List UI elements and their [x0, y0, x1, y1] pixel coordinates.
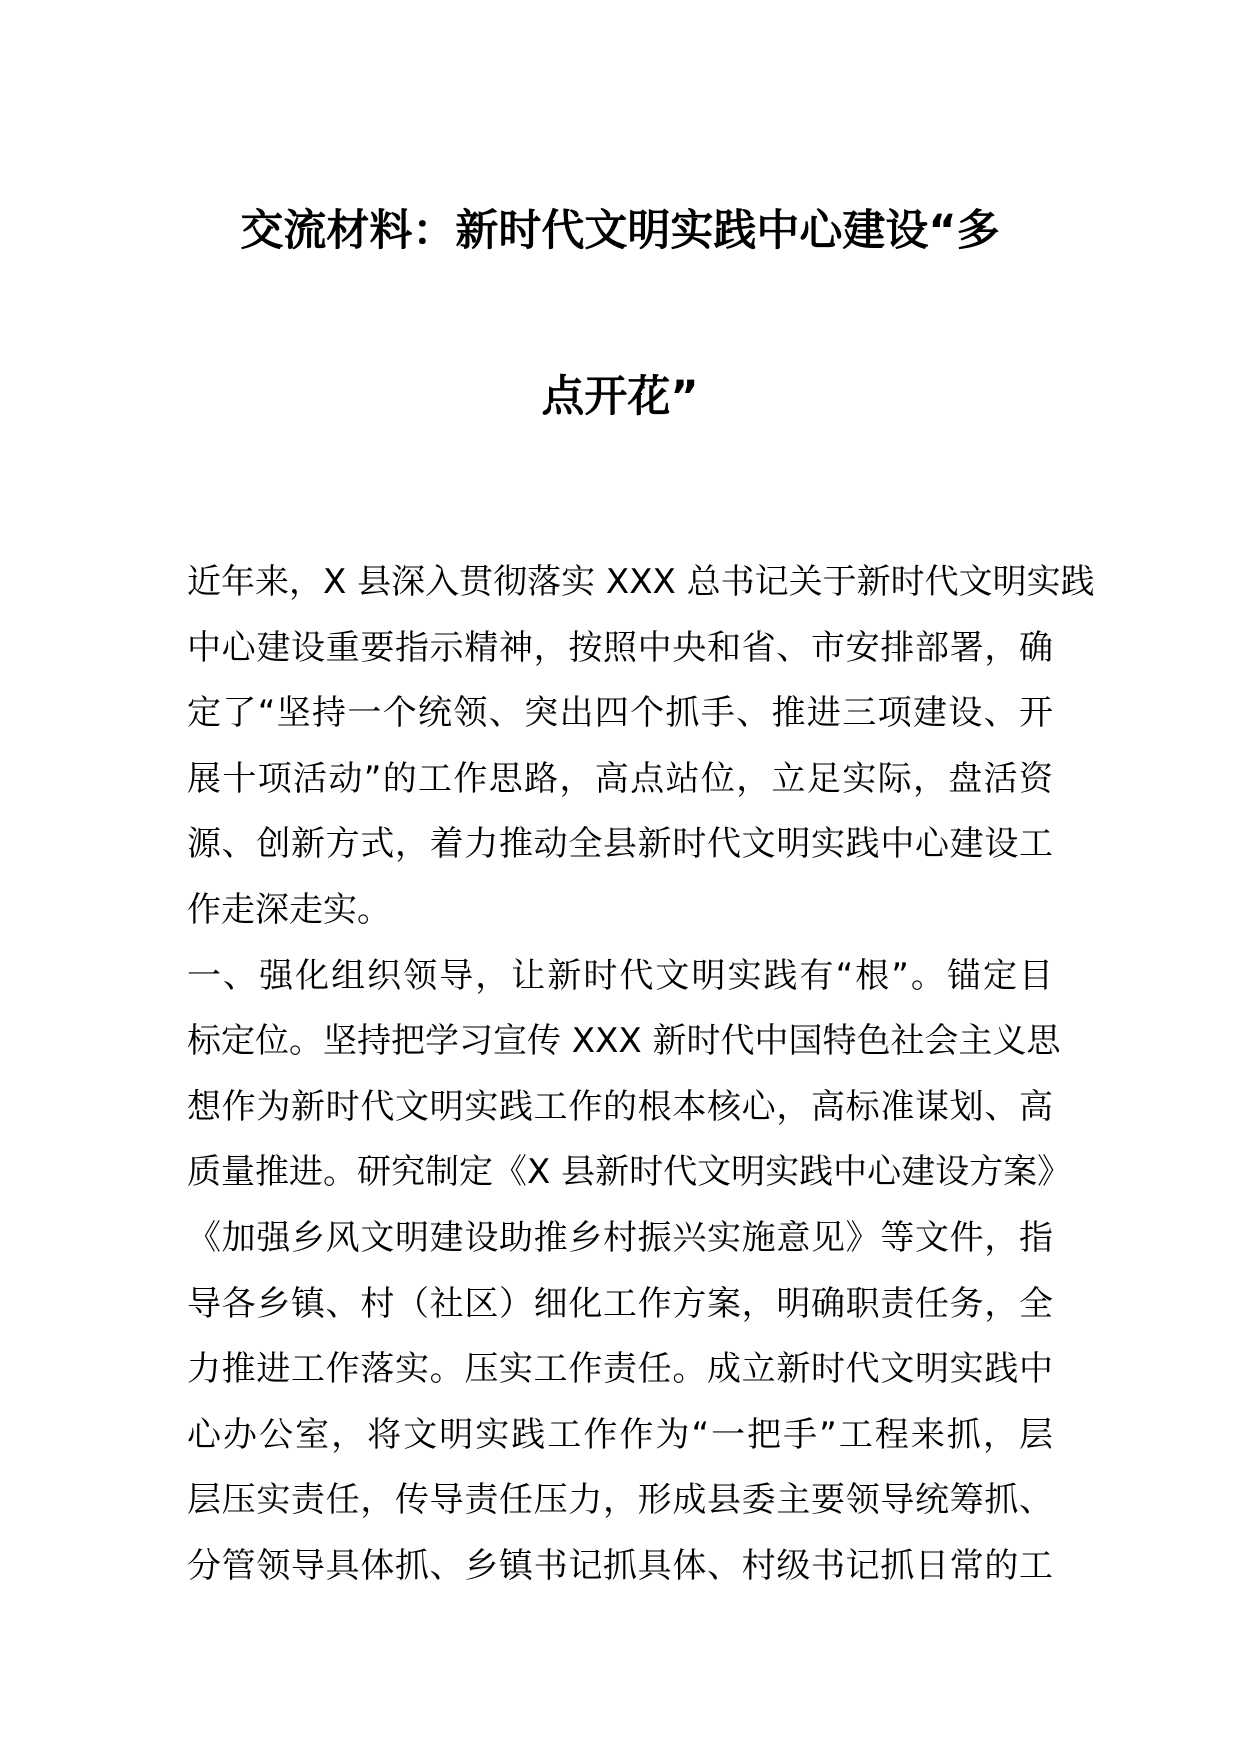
body-line: 展十项活动”的工作思路，高点站位，立足实际，盘活资	[187, 758, 1053, 799]
body-line: 作走深走实。	[187, 889, 391, 930]
body-line: 《加强乡风文明建设助推乡村振兴实施意见》等文件，指	[187, 1217, 1053, 1258]
body-line: 心办公室，将文明实践工作作为“一把手”工程来抓，层	[187, 1414, 1053, 1455]
body-line: 层压实责任，传导责任压力，形成县委主要领导统筹抓、	[187, 1480, 1053, 1521]
body-line: 想作为新时代文明实践工作的根本核心，高标准谋划、高	[187, 1086, 1053, 1127]
body-line: 定了“坚持一个统领、突出四个抓手、推进三项建设、开	[187, 693, 1053, 734]
body-line: 一、强化组织领导，让新时代文明实践有“根”。锚定目	[187, 955, 1053, 996]
body-line: 质量推进。研究制定《X 县新时代文明实践中心建设方案》	[187, 1152, 1072, 1193]
document-title-line-2: 点开花”	[541, 372, 699, 422]
body-line: 源、创新方式，着力推动全县新时代文明实践中心建设工	[187, 824, 1053, 865]
document-title-line-1: 交流材料：新时代文明实践中心建设“多	[240, 206, 1000, 256]
body-line: 近年来，X 县深入贯彻落实 XXX 总书记关于新时代文明实践	[187, 562, 1095, 602]
body-line: 标定位。坚持把学习宣传 XXX 新时代中国特色社会主义思	[187, 1021, 1061, 1062]
document-body	[187, 550, 1095, 1600]
body-line: 导各乡镇、村（社区）细化工作方案，明确职责任务，全	[187, 1283, 1053, 1324]
body-line: 分管领导具体抓、乡镇书记抓具体、村级书记抓日常的工	[187, 1545, 1053, 1586]
body-line: 中心建设重要指示精神，按照中央和省、市安排部署，确	[187, 627, 1053, 668]
body-line: 力推进工作落实。压实工作责任。成立新时代文明实践中	[187, 1349, 1053, 1390]
